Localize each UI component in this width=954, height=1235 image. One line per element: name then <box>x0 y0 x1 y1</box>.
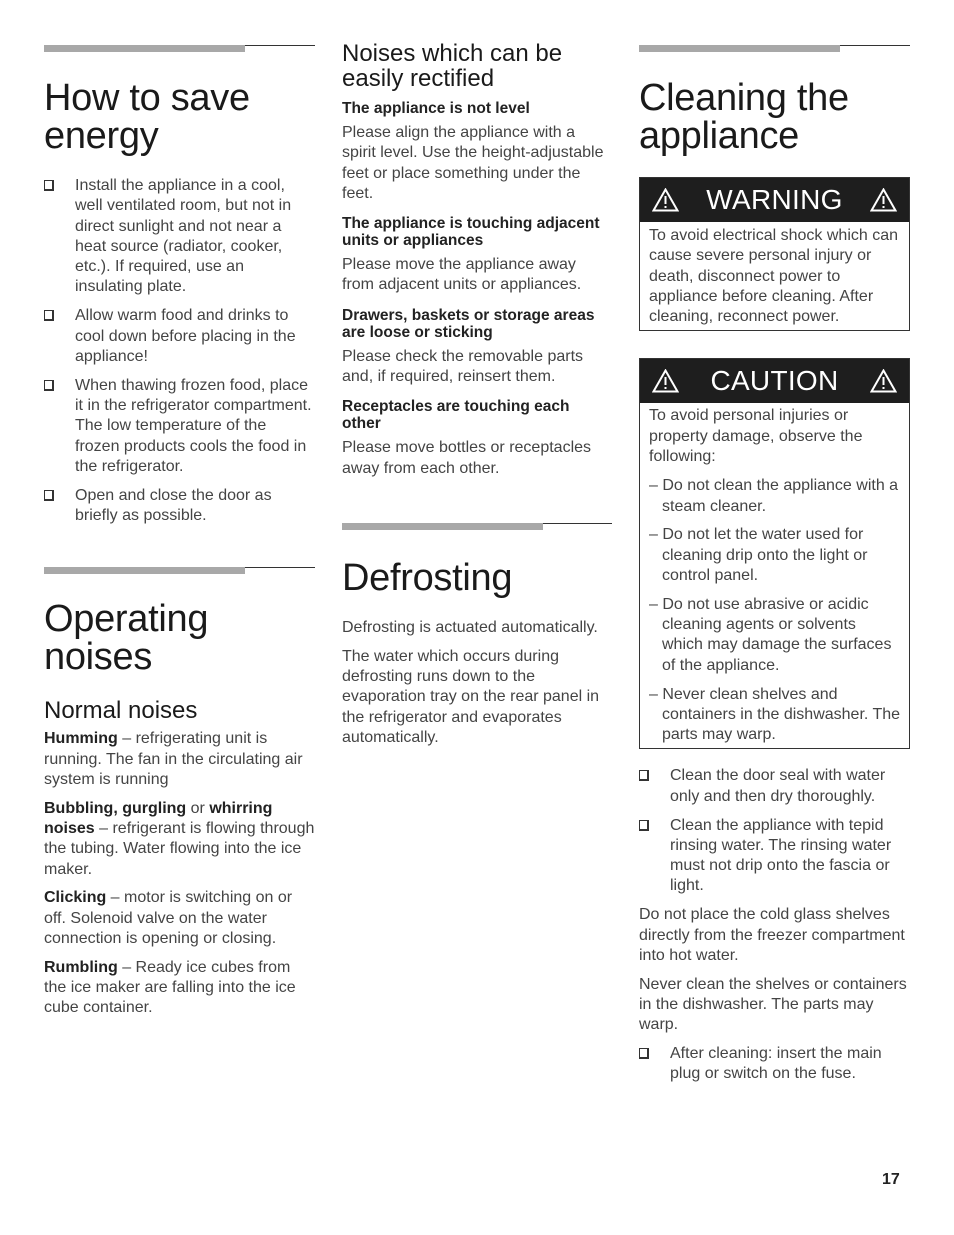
caution-label: CAUTION <box>710 365 839 397</box>
caution-list <box>649 476 901 745</box>
rectified-case <box>342 100 612 204</box>
caution-triangle-icon <box>652 369 679 393</box>
section-rule <box>639 45 910 53</box>
list-item: – Do not clean the appliance with a steam cleaner. <box>649 477 899 515</box>
warning-text: To avoid electrical shock which can cause severe personal injury or death, disconnect power to appliance before cleaning. After cleaning, reconnect power. <box>649 227 899 326</box>
cleaning-title: Cleaning the appliance <box>639 77 849 157</box>
cleaning-final-step <box>639 1044 910 1085</box>
save-energy-title: How to save energy <box>44 77 250 157</box>
list-item: Clean the door seal with water only and then dry thoroughly. <box>639 766 910 807</box>
checkbox-icon <box>639 820 649 831</box>
operating-noises-title: Operating noises <box>44 598 209 679</box>
rumbling-paragraph: Rumbling – Ready ice cubes from the ice maker are falling into the ice cube container. <box>44 958 296 1017</box>
normal-noises-heading: Normal noises <box>44 697 198 725</box>
clicking-paragraph: Clicking – motor is switching on or off. Solenoid valve on the water connection is opening or closing. <box>44 889 293 947</box>
warning-label: WARNING <box>706 184 843 215</box>
section-rule <box>44 567 315 575</box>
rectified-case <box>342 215 612 296</box>
warning-triangle-icon <box>652 188 679 212</box>
case-heading: Receptacles are touching each other <box>342 398 570 433</box>
checkbox-icon <box>44 380 54 391</box>
middle-column <box>342 42 612 757</box>
case-text: Please check the removable parts and, if required, reinsert them. <box>342 347 584 386</box>
checkbox-icon <box>639 1048 649 1059</box>
case-text: Please align the appliance with a spirit level. Use the height-adjustable feet or place something under the feet. <box>342 124 604 202</box>
caution-body <box>640 403 909 748</box>
rectified-noises-title: Noises which can be easily rectified <box>342 40 563 92</box>
section-rule <box>342 523 612 531</box>
case-heading: Drawers, baskets or storage areas are loose or sticking <box>342 306 595 341</box>
case-text: Please move bottles or receptacles away from each other. <box>342 439 592 477</box>
cleaning-paragraph: Never clean the shelves or containers in the dishwasher. The parts may warp. <box>639 975 907 1034</box>
list-item: – Do not use abrasive or acidic cleaning agents or solvents which may damage the surfaces of the appliance. <box>649 595 892 674</box>
list-item: – Never clean shelves and containers in the dishwasher. The parts may warp. <box>649 685 901 744</box>
rectified-case <box>342 398 612 479</box>
caution-triangle-icon <box>870 369 897 393</box>
cleaning-steps <box>639 766 910 896</box>
warning-triangle-icon <box>870 188 897 212</box>
list-item: Allow warm food and drinks to cool down before placing in the appliance! <box>44 306 315 367</box>
save-energy-list <box>44 176 315 526</box>
checkbox-icon <box>44 180 54 191</box>
list-item: Install the appliance in a cool, well ventilated room, but not in direct sunlight and not near a heat source (radiator, cooker, etc.). If required, use an insulating plate. <box>44 176 315 298</box>
checkbox-icon <box>639 770 649 781</box>
case-heading: The appliance is touching adjacent units or appliances <box>342 215 600 250</box>
left-column <box>44 45 315 1027</box>
right-column <box>639 45 910 1093</box>
defrosting-title: Defrosting <box>342 556 513 599</box>
warning-header <box>640 178 909 222</box>
cleaning-paragraph: Do not place the cold glass shelves directly from the freezer compartment into hot water. <box>639 906 905 964</box>
caution-header <box>640 359 909 403</box>
list-item: After cleaning: insert the main plug or switch on the fuse. <box>639 1044 910 1085</box>
warning-box <box>639 177 910 331</box>
list-item: When thawing frozen food, place it in the refrigerator compartment. The low temperature of the frozen products cools the food in the refrigerator. <box>44 376 315 477</box>
list-item: Clean the appliance with tepid rinsing water. The rinsing water must not drip onto the fascia or light. <box>639 816 910 897</box>
rectified-case <box>342 307 612 388</box>
list-item: – Do not let the water used for cleaning drip onto the light or control panel. <box>649 526 868 585</box>
checkbox-icon <box>44 310 54 321</box>
caution-intro: To avoid personal injuries or property damage, observe the following: <box>649 407 863 466</box>
caution-box <box>639 358 910 749</box>
checkbox-icon <box>44 490 54 501</box>
bubbling-paragraph: Bubbling, gurgling or whirring noises – refrigerant is flowing through the tubing. Water flowing into the ice maker. <box>44 799 315 878</box>
warning-body <box>640 222 909 330</box>
case-text: Please move the appliance away from adjacent units or appliances. <box>342 256 582 294</box>
list-item: Open and close the door as briefly as possible. <box>44 486 315 527</box>
humming-paragraph: Humming – refrigerating unit is running. The fan in the circulating air system is running <box>44 730 303 788</box>
section-rule <box>44 45 315 53</box>
case-heading: The appliance is not level <box>342 100 530 117</box>
defrosting-paragraph: The water which occurs during defrosting runs down to the evaporation tray on the rear panel in the refrigerator and evaporates automatically. <box>342 647 600 746</box>
defrosting-paragraph: Defrosting is actuated automatically. <box>342 618 598 636</box>
page-number: 17 <box>882 1171 900 1188</box>
